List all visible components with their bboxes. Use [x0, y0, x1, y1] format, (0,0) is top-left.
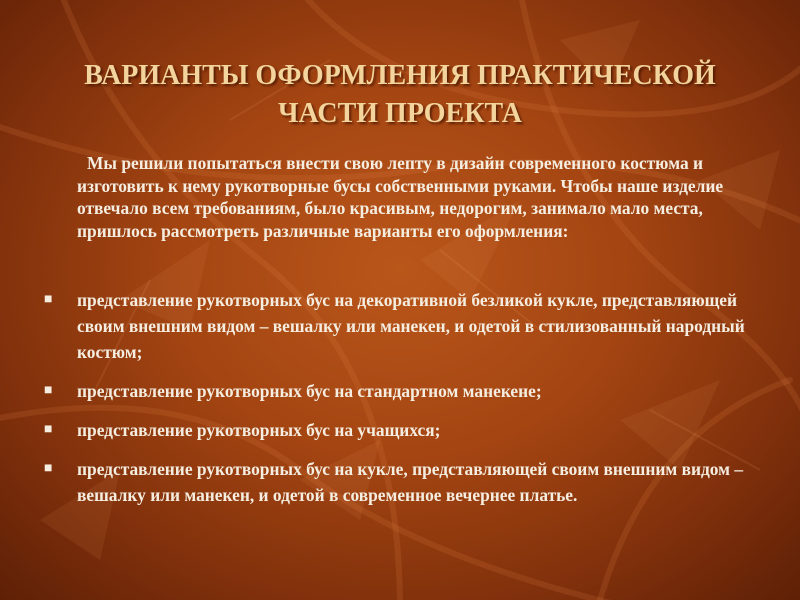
list-item — [0, 417, 767, 443]
square-bullet-icon: ■ — [44, 292, 53, 307]
list-item-text: представление рукотворных бус на учащихся; — [77, 420, 441, 440]
square-bullet-icon: ■ — [44, 461, 53, 476]
list-item-text: представление рукотворных бус на стандартном манекене; — [77, 381, 542, 401]
square-bullet-icon: ■ — [44, 383, 53, 398]
slide-title-line-1: ВАРИАНТЫ ОФОРМЛЕНИЯ ПРАКТИЧЕСКОЙ — [84, 59, 716, 91]
list-item-text: представление рукотворных бус на декоративной безликой кукле, представляющей своим внешним видом – вешалку или манекен, и одетой в стилизованный народный костюм; — [77, 290, 745, 362]
slide-title-line-2: ЧАСТИ ПРОЕКТА — [277, 97, 523, 129]
list-item — [0, 378, 767, 404]
list-item-text: представление рукотворных бус на кукле, представляющей своим внешним видом – вешалку или манекен, и одетой в современное вечернее платье. — [77, 459, 744, 505]
square-bullet-icon: ■ — [44, 422, 53, 437]
slide-title — [20, 57, 780, 133]
options-list — [0, 287, 800, 521]
intro-paragraph: Мы решили попытаться внести свою лепту в дизайн современного костюма и изготовить к нему рукотворные бусы собственными руками. Чтобы наше изделие отвечало всем требованиям, было красивым, недорогим, занимало мало места, пришлось рассмотреть различные варианты его оформления: — [77, 153, 724, 241]
list-item — [0, 456, 767, 508]
list-item — [0, 287, 767, 365]
